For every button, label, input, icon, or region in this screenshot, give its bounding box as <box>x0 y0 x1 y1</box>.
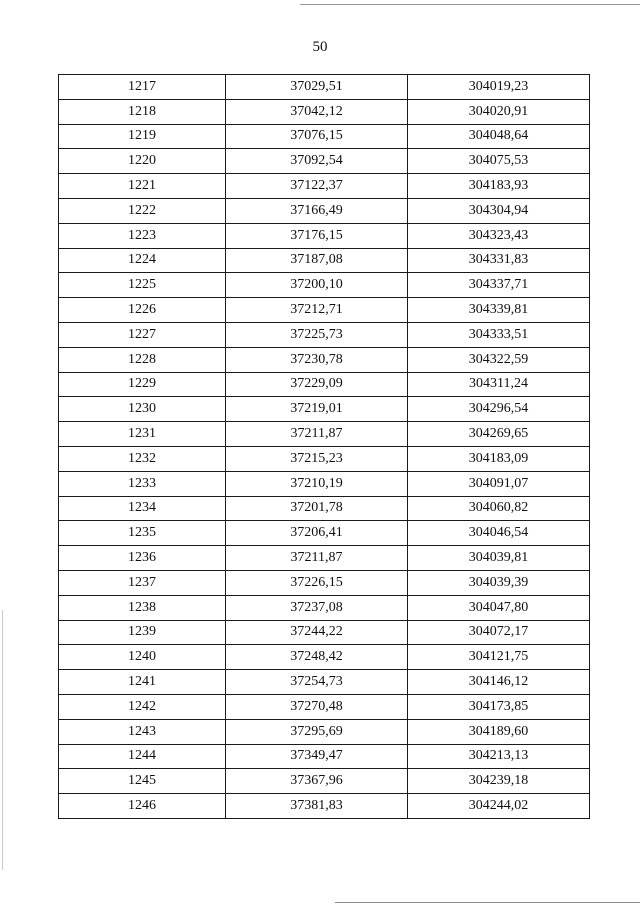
table-row <box>59 694 590 719</box>
point-number-cell: 1227 <box>59 322 226 347</box>
y-coordinate-cell: 304323,43 <box>408 223 590 248</box>
scan-edge-bottom <box>335 902 640 903</box>
x-coordinate-cell: 37122,37 <box>226 174 408 199</box>
point-number-cell: 1228 <box>59 347 226 372</box>
table-row <box>59 372 590 397</box>
y-coordinate-cell: 304072,17 <box>408 620 590 645</box>
point-number-cell: 1243 <box>59 719 226 744</box>
y-coordinate-cell: 304296,54 <box>408 397 590 422</box>
x-coordinate-cell: 37295,69 <box>226 719 408 744</box>
y-coordinate-cell: 304020,91 <box>408 99 590 124</box>
table-row <box>59 794 590 819</box>
table-row <box>59 744 590 769</box>
point-number-cell: 1233 <box>59 471 226 496</box>
y-coordinate-cell: 304269,65 <box>408 422 590 447</box>
y-coordinate-cell: 304189,60 <box>408 719 590 744</box>
table-row <box>59 446 590 471</box>
x-coordinate-cell: 37212,71 <box>226 298 408 323</box>
x-coordinate-cell: 37042,12 <box>226 99 408 124</box>
point-number-cell: 1244 <box>59 744 226 769</box>
x-coordinate-cell: 37219,01 <box>226 397 408 422</box>
x-coordinate-cell: 37200,10 <box>226 273 408 298</box>
y-coordinate-cell: 304048,64 <box>408 124 590 149</box>
y-coordinate-cell: 304331,83 <box>408 248 590 273</box>
table-row <box>59 595 590 620</box>
x-coordinate-cell: 37029,51 <box>226 75 408 100</box>
point-number-cell: 1235 <box>59 521 226 546</box>
x-coordinate-cell: 37225,73 <box>226 322 408 347</box>
coordinates-table <box>58 74 590 819</box>
point-number-cell: 1242 <box>59 694 226 719</box>
table-row <box>59 347 590 372</box>
x-coordinate-cell: 37176,15 <box>226 223 408 248</box>
table-row <box>59 99 590 124</box>
coordinates-table-body <box>59 75 590 819</box>
table-row <box>59 645 590 670</box>
y-coordinate-cell: 304060,82 <box>408 496 590 521</box>
table-row <box>59 248 590 273</box>
x-coordinate-cell: 37226,15 <box>226 570 408 595</box>
x-coordinate-cell: 37206,41 <box>226 521 408 546</box>
x-coordinate-cell: 37211,87 <box>226 546 408 571</box>
point-number-cell: 1223 <box>59 223 226 248</box>
table-row <box>59 521 590 546</box>
point-number-cell: 1219 <box>59 124 226 149</box>
point-number-cell: 1236 <box>59 546 226 571</box>
point-number-cell: 1229 <box>59 372 226 397</box>
scan-edge-left <box>2 610 3 870</box>
table-row <box>59 670 590 695</box>
x-coordinate-cell: 37210,19 <box>226 471 408 496</box>
x-coordinate-cell: 37254,73 <box>226 670 408 695</box>
x-coordinate-cell: 37248,42 <box>226 645 408 670</box>
y-coordinate-cell: 304173,85 <box>408 694 590 719</box>
y-coordinate-cell: 304244,02 <box>408 794 590 819</box>
table-row <box>59 174 590 199</box>
point-number-cell: 1238 <box>59 595 226 620</box>
point-number-cell: 1230 <box>59 397 226 422</box>
table-row <box>59 198 590 223</box>
table-row <box>59 397 590 422</box>
y-coordinate-cell: 304322,59 <box>408 347 590 372</box>
point-number-cell: 1241 <box>59 670 226 695</box>
x-coordinate-cell: 37230,78 <box>226 347 408 372</box>
table-row <box>59 124 590 149</box>
y-coordinate-cell: 304183,09 <box>408 446 590 471</box>
table-row <box>59 149 590 174</box>
y-coordinate-cell: 304146,12 <box>408 670 590 695</box>
y-coordinate-cell: 304039,39 <box>408 570 590 595</box>
point-number-cell: 1246 <box>59 794 226 819</box>
y-coordinate-cell: 304239,18 <box>408 769 590 794</box>
table-row <box>59 546 590 571</box>
page-number: 50 <box>312 39 328 55</box>
table-row <box>59 75 590 100</box>
y-coordinate-cell: 304075,53 <box>408 149 590 174</box>
x-coordinate-cell: 37166,49 <box>226 198 408 223</box>
table-row <box>59 769 590 794</box>
x-coordinate-cell: 37367,96 <box>226 769 408 794</box>
y-coordinate-cell: 304047,80 <box>408 595 590 620</box>
x-coordinate-cell: 37270,48 <box>226 694 408 719</box>
table-row <box>59 471 590 496</box>
x-coordinate-cell: 37381,83 <box>226 794 408 819</box>
y-coordinate-cell: 304091,07 <box>408 471 590 496</box>
y-coordinate-cell: 304213,13 <box>408 744 590 769</box>
table-row <box>59 719 590 744</box>
y-coordinate-cell: 304337,71 <box>408 273 590 298</box>
x-coordinate-cell: 37237,08 <box>226 595 408 620</box>
point-number-cell: 1237 <box>59 570 226 595</box>
point-number-cell: 1218 <box>59 99 226 124</box>
y-coordinate-cell: 304304,94 <box>408 198 590 223</box>
y-coordinate-cell: 304183,93 <box>408 174 590 199</box>
table-row <box>59 570 590 595</box>
table-row <box>59 422 590 447</box>
point-number-cell: 1224 <box>59 248 226 273</box>
x-coordinate-cell: 37201,78 <box>226 496 408 521</box>
point-number-cell: 1226 <box>59 298 226 323</box>
table-row <box>59 273 590 298</box>
y-coordinate-cell: 304311,24 <box>408 372 590 397</box>
y-coordinate-cell: 304046,54 <box>408 521 590 546</box>
y-coordinate-cell: 304339,81 <box>408 298 590 323</box>
x-coordinate-cell: 37092,54 <box>226 149 408 174</box>
point-number-cell: 1234 <box>59 496 226 521</box>
y-coordinate-cell: 304039,81 <box>408 546 590 571</box>
x-coordinate-cell: 37244,22 <box>226 620 408 645</box>
point-number-cell: 1232 <box>59 446 226 471</box>
point-number-cell: 1220 <box>59 149 226 174</box>
x-coordinate-cell: 37349,47 <box>226 744 408 769</box>
point-number-cell: 1225 <box>59 273 226 298</box>
y-coordinate-cell: 304019,23 <box>408 75 590 100</box>
point-number-cell: 1222 <box>59 198 226 223</box>
point-number-cell: 1240 <box>59 645 226 670</box>
table-row <box>59 620 590 645</box>
x-coordinate-cell: 37229,09 <box>226 372 408 397</box>
point-number-cell: 1217 <box>59 75 226 100</box>
table-row <box>59 223 590 248</box>
x-coordinate-cell: 37215,23 <box>226 446 408 471</box>
point-number-cell: 1239 <box>59 620 226 645</box>
y-coordinate-cell: 304333,51 <box>408 322 590 347</box>
point-number-cell: 1221 <box>59 174 226 199</box>
x-coordinate-cell: 37076,15 <box>226 124 408 149</box>
table-row <box>59 496 590 521</box>
x-coordinate-cell: 37211,87 <box>226 422 408 447</box>
scan-edge-top <box>300 4 640 5</box>
y-coordinate-cell: 304121,75 <box>408 645 590 670</box>
table-row <box>59 298 590 323</box>
x-coordinate-cell: 37187,08 <box>226 248 408 273</box>
table-row <box>59 322 590 347</box>
point-number-cell: 1245 <box>59 769 226 794</box>
point-number-cell: 1231 <box>59 422 226 447</box>
